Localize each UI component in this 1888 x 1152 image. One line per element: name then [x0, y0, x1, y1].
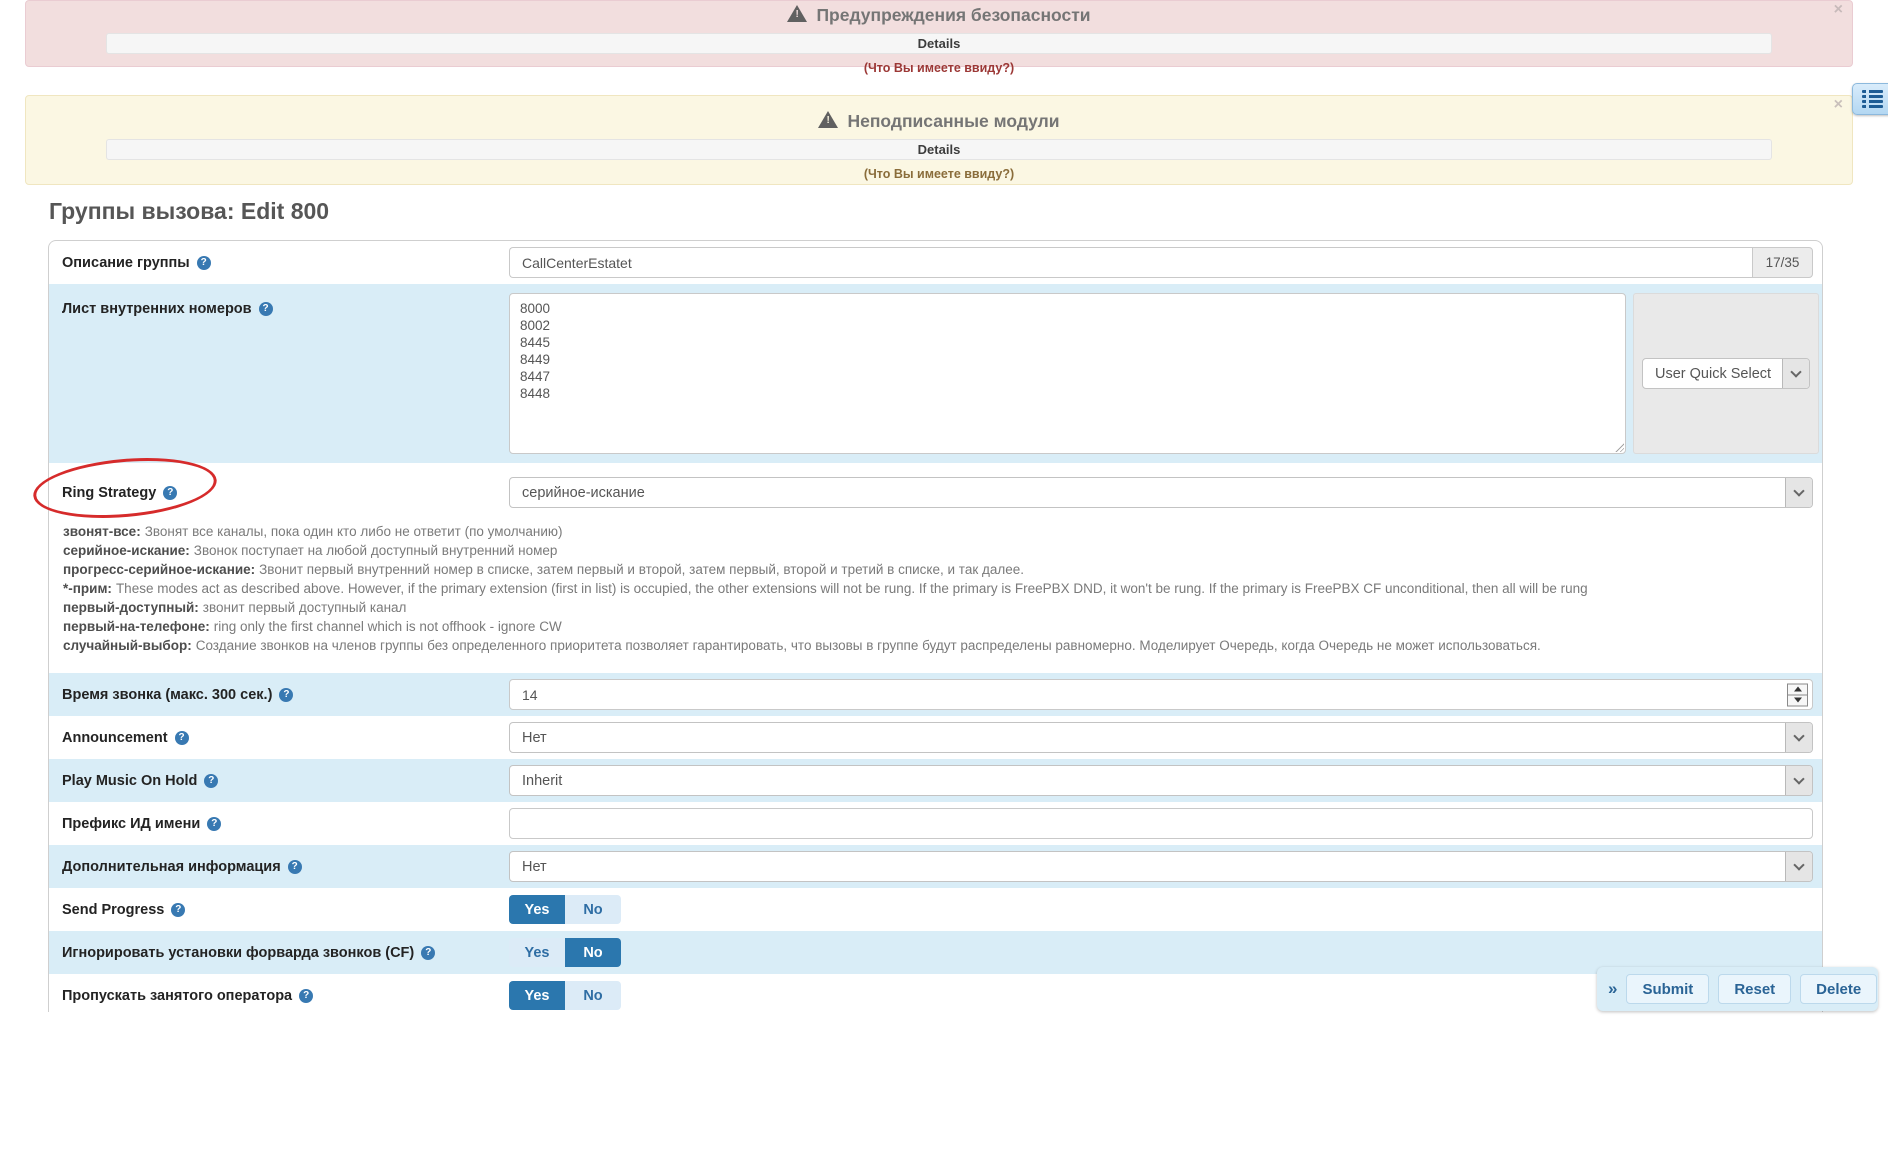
help-icon[interactable]: ? — [175, 731, 189, 745]
announcement-dropdown[interactable]: Нет — [509, 722, 1813, 753]
close-icon[interactable]: × — [1833, 96, 1843, 113]
help-icon[interactable]: ? — [299, 989, 313, 1003]
warning-triangle-icon: ! — [787, 5, 807, 22]
security-warnings-title-text: Предупреждения безопасности — [816, 4, 1091, 25]
chevron-down-icon — [1785, 852, 1812, 881]
skip-busy-toggle — [509, 981, 621, 1010]
help-icon[interactable]: ? — [207, 817, 221, 831]
help-line: серийное-искание: Звонок поступает на любой доступный внутренний номер — [63, 543, 558, 558]
ring-strategy-help — [63, 522, 1813, 655]
announcement-label: Announcement — [62, 729, 168, 746]
help-line: звонят-все: Звонят все каналы, пока один кто либо не ответит (по умолчанию) — [63, 524, 563, 539]
help-icon[interactable]: ? — [421, 946, 435, 960]
row-skip-busy — [49, 974, 1822, 1012]
security-what-link[interactable]: (Что Вы имеете ввиду?) — [863, 61, 1015, 75]
help-line: *-прим: These modes act as described above. However, if the primary extension (first in list) is occupied, the other extensions will not be rung. If the primary is FreePBX DND, it won't be rung. If the primary is FreePBX CF unconditional, then all will be rung — [63, 581, 1588, 596]
ring-time-label: Время звонка (макс. 300 сек.) — [62, 686, 273, 703]
close-icon[interactable]: × — [1833, 1, 1843, 18]
warning-triangle-icon: ! — [818, 111, 838, 128]
help-icon[interactable]: ? — [288, 860, 302, 874]
help-icon[interactable]: ? — [197, 256, 211, 270]
chevron-down-icon — [1785, 723, 1812, 752]
chevron-down-icon — [1782, 359, 1809, 388]
row-send-progress — [49, 888, 1822, 931]
submit-button[interactable]: Submit — [1626, 974, 1709, 1004]
row-ring-time — [49, 673, 1822, 716]
row-cid-prefix — [49, 802, 1822, 845]
ring-time-input[interactable] — [509, 679, 1813, 710]
stepper-up-icon[interactable] — [1788, 684, 1807, 694]
user-quick-select-dropdown[interactable]: User Quick Select — [1642, 358, 1810, 389]
row-announcement — [49, 716, 1822, 759]
help-line: прогресс-серийное-искание: Звонит первый внутренний номер в списке, затем первый и второй, затем первый, второй и третий в списке, и так далее. — [63, 562, 1025, 577]
send-progress-no-button[interactable]: No — [565, 895, 621, 924]
unsigned-modules-banner — [25, 95, 1853, 185]
help-icon[interactable]: ? — [279, 688, 293, 702]
unsigned-modules-title-text: Неподписанные модули — [847, 110, 1060, 131]
alert-info-dropdown[interactable]: Нет — [509, 851, 1813, 882]
unsigned-modules-title — [26, 109, 1852, 133]
reset-button[interactable]: Reset — [1718, 974, 1791, 1004]
action-toolbar — [1597, 967, 1878, 1011]
alert-info-label: Дополнительная информация — [62, 858, 281, 875]
ignore-cf-label: Игнорировать установки форварда звонков (CF) — [62, 944, 415, 961]
group-description-input[interactable] — [509, 247, 1752, 278]
delete-button[interactable]: Delete — [1800, 974, 1877, 1004]
row-extension-list — [49, 284, 1822, 463]
number-stepper[interactable] — [1787, 683, 1808, 706]
help-line: первый-на-телефоне: ring only the first channel which is not offhook - ignore CW — [63, 619, 562, 634]
help-icon[interactable]: ? — [204, 774, 218, 788]
help-line: первый-доступный: звонит первый доступный канал — [63, 600, 407, 615]
ignore-cf-no-button[interactable]: No — [565, 938, 621, 967]
row-group-description — [49, 241, 1822, 284]
help-icon[interactable]: ? — [171, 903, 185, 917]
send-progress-toggle — [509, 895, 621, 924]
row-ignore-cf — [49, 931, 1822, 974]
help-line: случайный-выбор: Создание звонков на членов группы без определенного приоритета позволяет гарантировать, что вызовы в группе будут распределены равномерно. Моделирует Очередь, когда Очередь не может использоваться. — [63, 638, 1541, 653]
ring-group-form — [48, 240, 1823, 1012]
skip-busy-yes-button[interactable]: Yes — [509, 981, 565, 1010]
moh-label: Play Music On Hold — [62, 772, 198, 789]
moh-dropdown[interactable]: Inherit — [509, 765, 1813, 796]
unsigned-details-expander[interactable]: Details — [106, 139, 1772, 160]
group-description-label: Описание группы — [62, 254, 190, 271]
skip-busy-no-button[interactable]: No — [565, 981, 621, 1010]
chevron-down-icon — [1785, 478, 1812, 507]
cid-prefix-label: Префикс ИД имени — [62, 815, 201, 832]
help-icon[interactable]: ? — [163, 486, 177, 500]
ignore-cf-toggle — [509, 938, 621, 967]
section-ring-strategy — [49, 463, 1822, 673]
list-icon — [1862, 90, 1883, 108]
send-progress-yes-button[interactable]: Yes — [509, 895, 565, 924]
page-title: Группы вызова: Edit 800 — [49, 198, 330, 224]
ring-strategy-dropdown[interactable]: серийное-искание — [509, 477, 1813, 508]
row-play-music-on-hold — [49, 759, 1822, 802]
send-progress-label: Send Progress — [62, 901, 165, 918]
skip-busy-label: Пропускать занятого оператора — [62, 987, 293, 1004]
cid-prefix-input[interactable] — [509, 808, 1813, 839]
unsigned-what-link[interactable]: (Что Вы имеете ввиду?) — [863, 167, 1015, 181]
quick-select-panel — [1633, 293, 1819, 454]
ring-strategy-label: Ring Strategy — [62, 484, 157, 501]
security-warnings-title — [26, 3, 1852, 27]
chevron-down-icon — [1785, 766, 1812, 795]
char-counter-badge: 17/35 — [1752, 247, 1813, 278]
security-warnings-banner — [25, 0, 1853, 75]
security-details-expander[interactable]: Details — [106, 33, 1772, 54]
extension-list-label: Лист внутренних номеров — [62, 301, 252, 317]
collapse-toolbar-chevron[interactable]: » — [1608, 979, 1618, 998]
row-alert-info — [49, 845, 1822, 888]
sidebar-list-button[interactable] — [1852, 83, 1888, 115]
extension-list-textarea[interactable] — [509, 293, 1626, 454]
help-icon[interactable]: ? — [259, 302, 273, 316]
stepper-down-icon[interactable] — [1788, 694, 1807, 705]
ignore-cf-yes-button[interactable]: Yes — [509, 938, 565, 967]
